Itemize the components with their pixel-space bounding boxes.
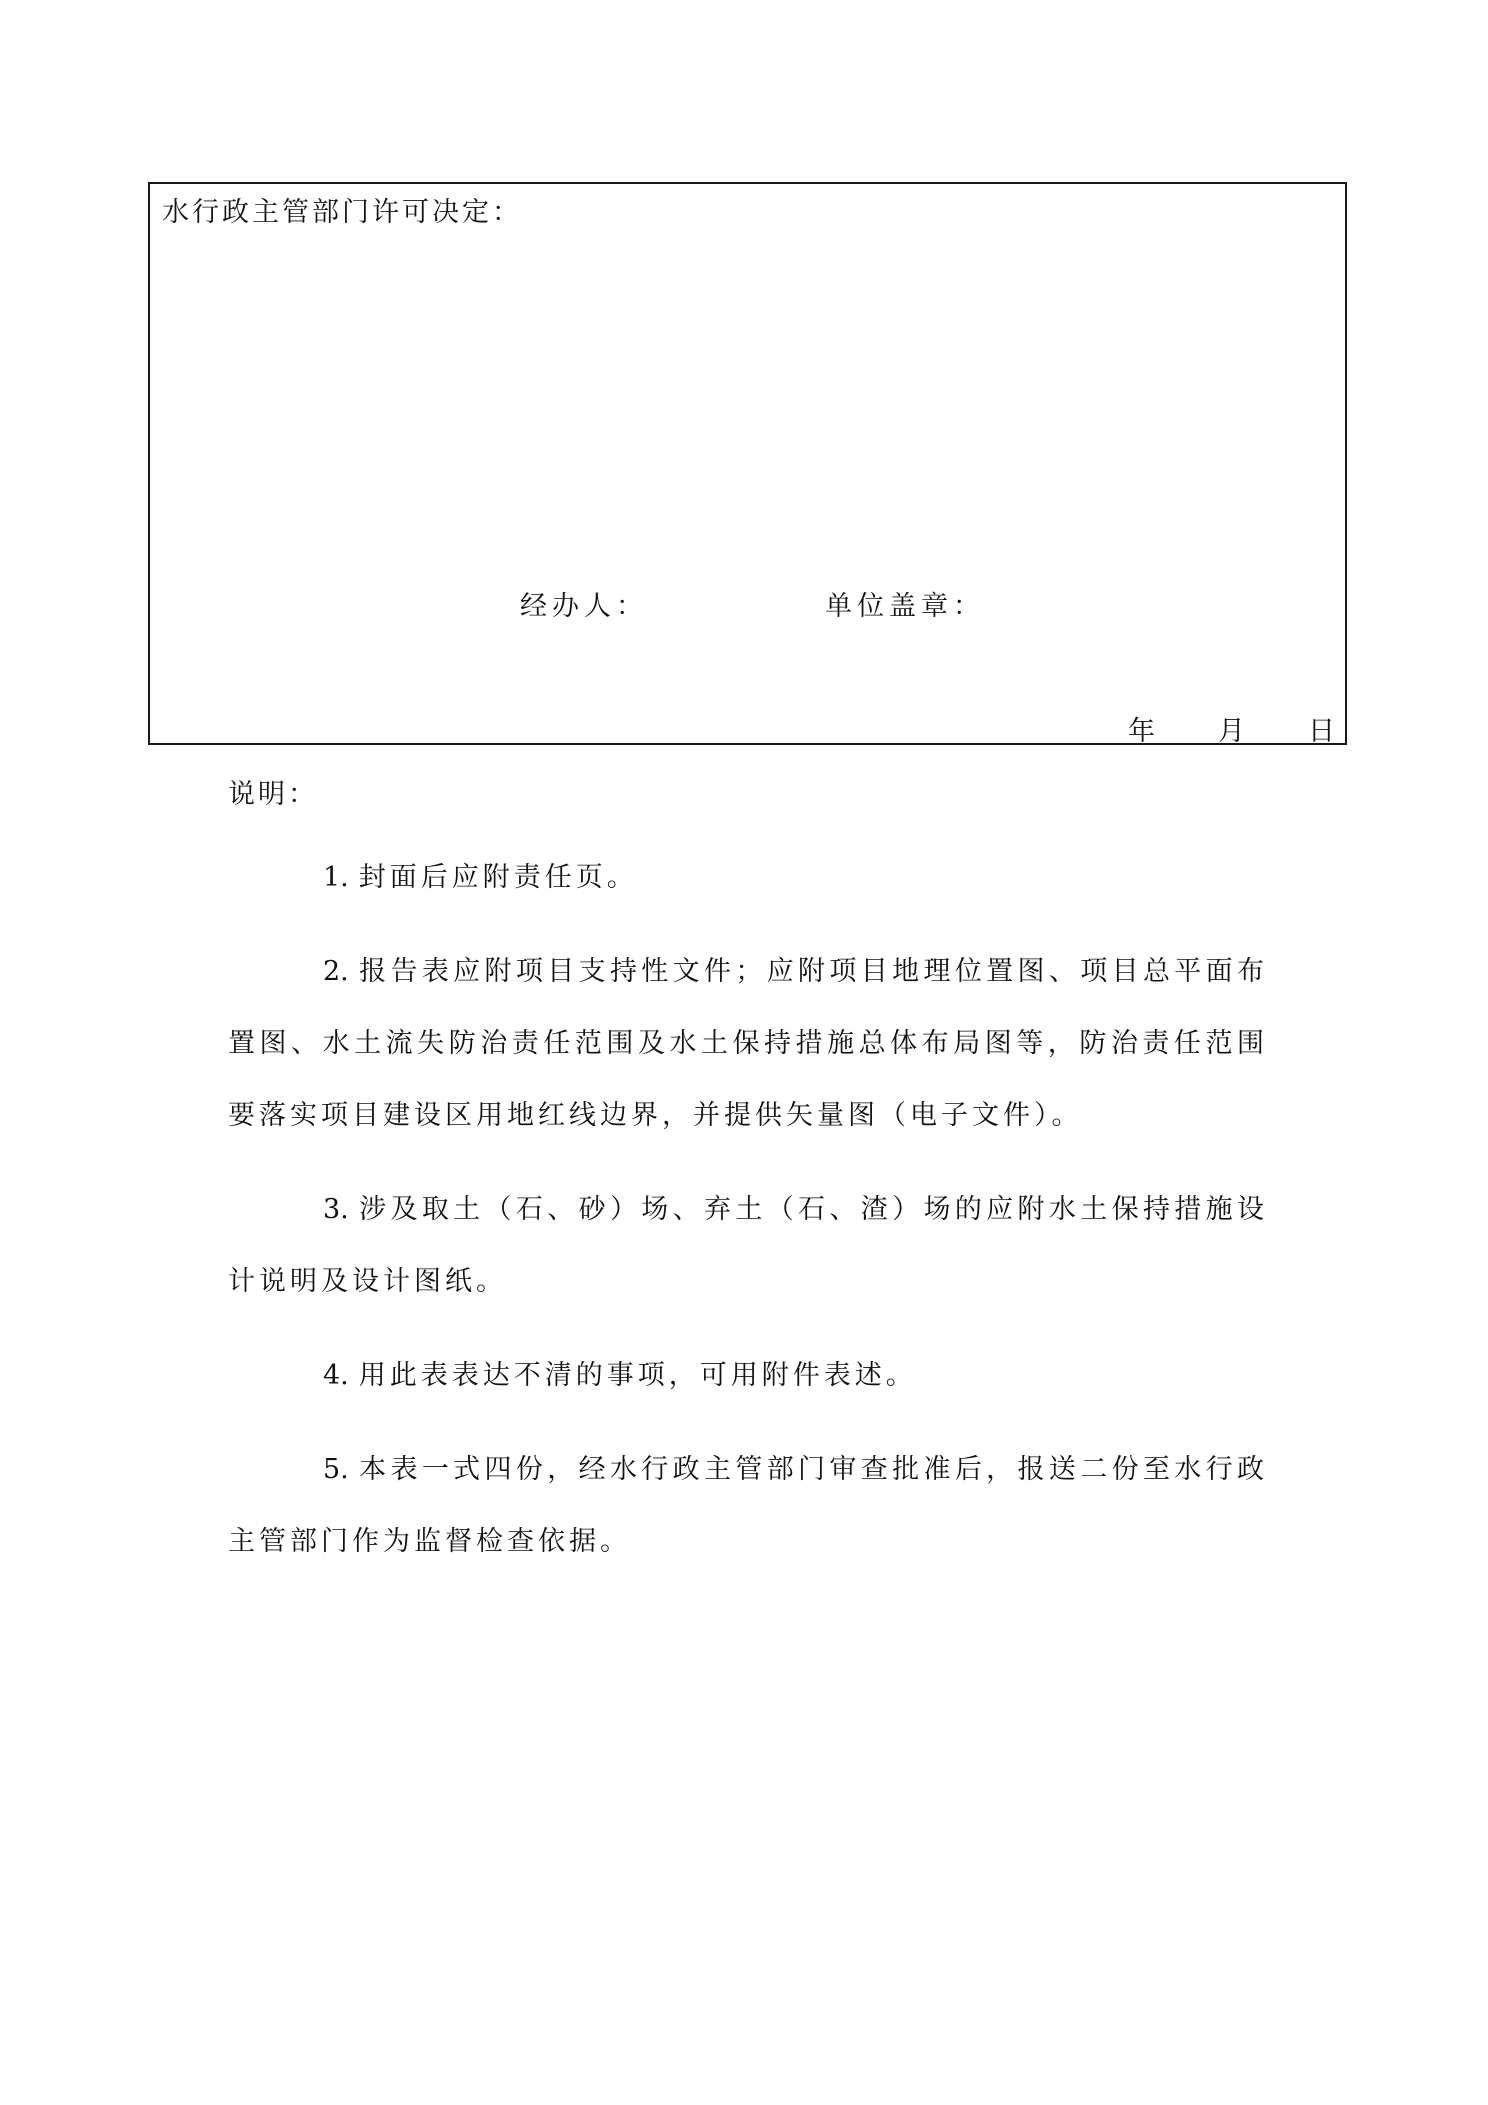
- permit-decision-title: 水行政主管部门许可决定：: [162, 197, 522, 228]
- handler-label: 经办人：: [520, 591, 648, 622]
- date-day-label: 日: [1308, 716, 1335, 747]
- note-number: 2.: [323, 956, 349, 987]
- note-item-3: [228, 1174, 1268, 1318]
- note-number: 4.: [323, 1360, 349, 1391]
- permit-decision-box: [148, 182, 1347, 745]
- date-year-label: 年: [1128, 716, 1155, 747]
- note-number: 5.: [323, 1454, 349, 1485]
- notes-title: 说明：: [228, 779, 318, 810]
- note-text: 封面后应附责任页。: [358, 862, 638, 893]
- note-text: 报告表应附项目支持性文件；应附项目地理位置图、项目总平面布置图、水土流失防治责任范围及水土保持措施总体布局图等，防治责任范围要落实项目建设区用地红线边界，并提供矢量图（电子文件）。: [228, 956, 1268, 1131]
- date-month-label: 月: [1218, 716, 1245, 747]
- note-text: 用此表表达不清的事项，可用附件表述。: [358, 1360, 917, 1391]
- seal-label: 单位盖章：: [825, 591, 985, 622]
- note-text: 涉及取土（石、砂）场、弃土（石、渣）场的应附水土保持措施设计说明及设计图纸。: [228, 1194, 1268, 1297]
- note-text: 本表一式四份，经水行政主管部门审查批准后，报送二份至水行政主管部门作为监督检查依据。: [228, 1454, 1268, 1557]
- note-item-4: [228, 1340, 1268, 1412]
- note-item-5: [228, 1434, 1268, 1578]
- note-item-1: [228, 842, 1268, 914]
- notes-section: [228, 770, 1268, 1600]
- note-number: 1.: [323, 862, 349, 893]
- note-number: 3.: [323, 1194, 349, 1225]
- note-item-2: [228, 936, 1268, 1152]
